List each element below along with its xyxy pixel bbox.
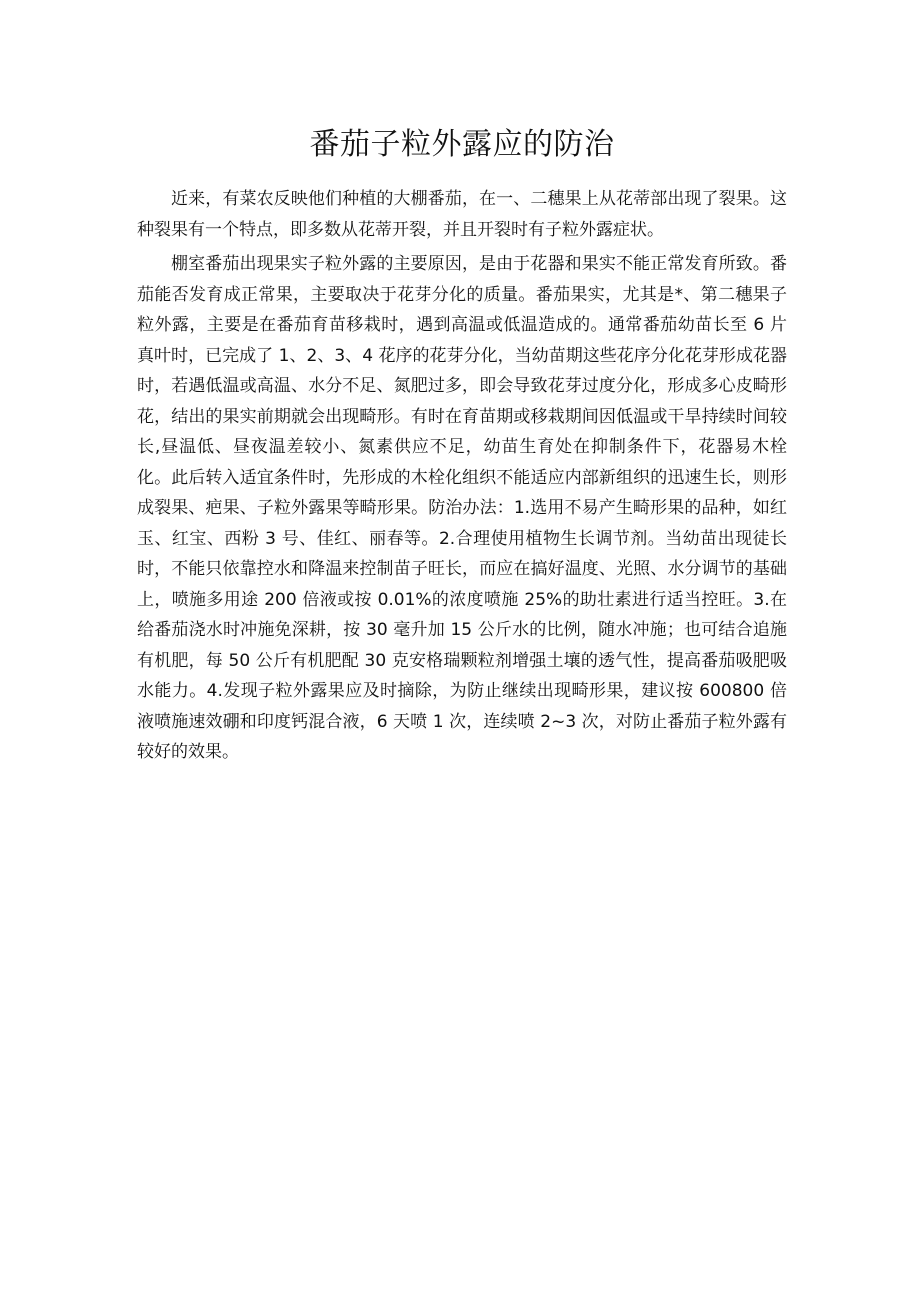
document-body bbox=[137, 122, 787, 768]
paragraph-intro: 近来，有菜农反映他们种植的大棚番茄，在一、二穗果上从花蒂部出现了裂果。这种裂果有一个特点，即多数从花蒂开裂，并且开裂时有子粒外露症状。 bbox=[137, 189, 787, 240]
document-title: 番茄子粒外露应的防治 bbox=[309, 127, 615, 162]
paragraph-causes-and-prevention: 棚室番茄出现果实子粒外露的主要原因，是由于花器和果实不能正常发育所致。番茄能否发育成正常果，主要取决于花芽分化的质量。番茄果实，尤其是*、第二穗果子粒外露，主要是在番茄育苗移栽时，遇到高温或低温造成的。通常番茄幼苗长至 6 片真叶时，已完成了 1、2、3、4 花序的花芽分化，当幼苗期这些花序分化花芽形成花器时，若遇低温或高温、水分不足、氮肥过多，即会导致花芽过度分化，形成多心皮畸形花，结出的果实前期就会出现畸形。有时在育苗期或移栽期间因低温或干旱持续时间较长,昼温低、昼夜温差较小、氮素供应不足，幼苗生育处在抑制条件下，花器易木栓化。此后转入适宜条件时，先形成的木栓化组织不能适应内部新组织的迅速生长，则形成裂果、疤果、子粒外露果等畸形果。防治办法：1.选用不易产生畸形果的品种，如红玉、红宝、西粉 3 号、佳红、丽春等。2.合理使用植物生长调节剂。当幼苗出现徒长时，不能只依靠控水和降温来控制苗子旺长，而应在搞好温度、光照、水分调节的基础上，喷施多用途 200 倍液或按 0.01%的浓度喷施 25%的助壮素进行适当控旺。3.在给番茄浇水时冲施免深耕，按 30 毫升加 15 公斤水的比例，随水冲施；也可结合追施有机肥，每 50 公斤有机肥配 30 克安格瑞颗粒剂增强土壤的透气性，提高番茄吸肥吸水能力。4.发现子粒外露果应及时摘除，为防止继续出现畸形果，建议按 600800 倍液喷施速效硼和印度钙混合液，6 天喷 1 次，连续喷 2~3 次，对防止番茄子粒外露有较好的效果。 bbox=[137, 254, 787, 762]
